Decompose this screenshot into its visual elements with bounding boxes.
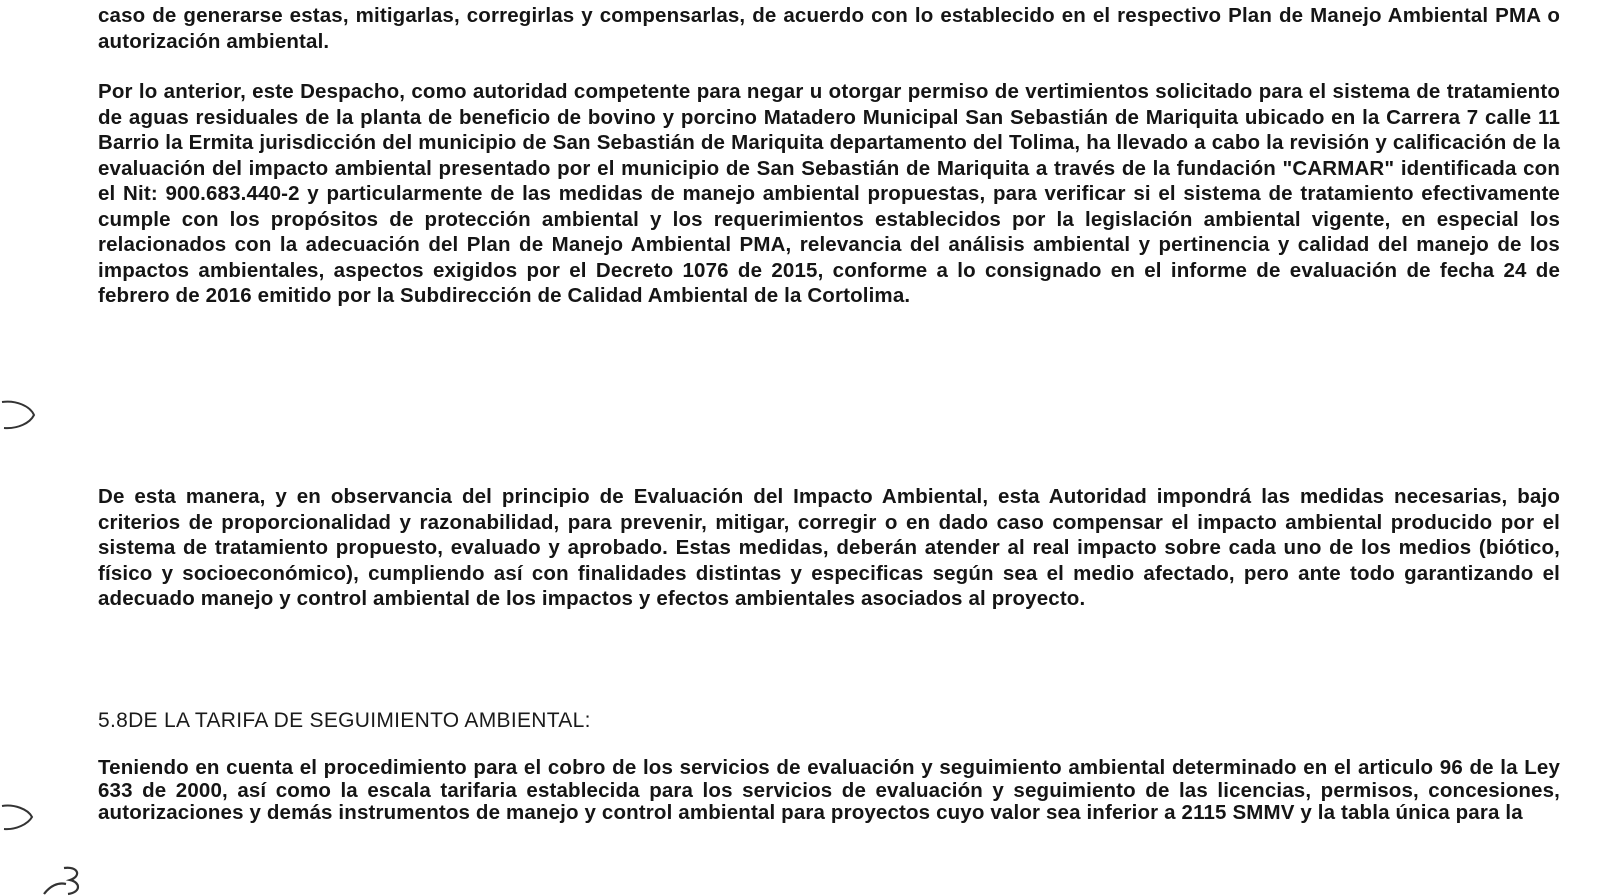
paragraph-tariff-intro: Teniendo en cuenta el procedimiento para el cobro de los servicios de evaluación y [98, 756, 933, 779]
paragraph-authority-review: Por lo anterior, este Despacho, como autoridad competente para negar u otorgar permiso de vertimientos solicitado para el sistema de tratamiento de aguas residuales de la planta de beneficio de bovino y porcino Matadero Municipal San Sebastián de Mariquita ubicado en la Carrera 7 calle 11 Barrio la Ermita jurisdicción del municipio de San Sebastián de Mariquita departamento del Tolima, ha llevado a cabo la revisión y calificación de la evaluación del impacto ambiental presentado por el municipio de San Sebastián de Mariquita a través de la fundación "CARMAR" identificada con el Nit: 900.683.440-2 y particularmente de las medidas de manejo ambiental propuestas, para verificar si el sistema de tratamiento efectivamente cumple con los propósitos de protección ambiental y los requerimientos establecidos por la legislación ambiental vigente, en especial los relacionados con la adecuación del Plan de Manejo Ambiental PMA, relevancia del análisis ambiental y pertinencia y calidad del manejo de los impactos ambientales, aspectos exigidos por el Decreto 1076 de 2015, conforme a lo consignado en el informe de evaluación de fecha 24 de febrero de 2016 emitido por la Subdirección de Calidad Ambiental de la Cortolima. [98, 80, 1560, 307]
paragraph-tariff-bold: seguimiento ambiental [939, 756, 1166, 779]
handwritten-page-number-mark [38, 864, 88, 896]
paragraph-tariff-rest: determinado en el articulo 96 de la Ley 633 de 2000, así como la escala tarifaria establecida para los servicios de evaluación y seguimiento de las licencias, permisos, concesiones, autorizaciones y demás instrumentos de manejo y control ambiental para proyectos cuyo valor sea inferior a 2115 SMMV y la tabla única para la [98, 756, 1560, 824]
margin-bracket-mark-lower [0, 802, 40, 836]
paragraph-tariff [98, 757, 1560, 825]
margin-bracket-mark [0, 398, 40, 432]
section-heading: 5.8DE LA TARIFA DE SEGUIMIENTO AMBIENTAL: [98, 709, 591, 732]
paragraph-impact-measures: De esta manera, y en observancia del principio de Evaluación del Impacto Ambiental, esta Autoridad impondrá las medidas necesarias, bajo criterios de proporcionalidad y razonabilidad, para prevenir, mitigar, corregir o en dado caso compensar el impacto ambiental producido por el sistema de tratamiento propuesto, evaluado y aprobado. Estas medidas, deberán atender al real impacto sobre cada uno de los medios (biótico, físico y socioeconómico), cumpliendo así con finalidades distintas y especificas según sea el medio afectado, pero ante todo garantizando el adecuado manejo y control ambiental de los impactos y efectos ambientales asociados al proyecto. [98, 485, 1560, 610]
paragraph-continued: caso de generarse estas, mitigarlas, corregirlas y compensarlas, de acuerdo con lo establecido en el respectivo Plan de Manejo Ambiental PMA o autorización ambiental. [98, 4, 1560, 53]
